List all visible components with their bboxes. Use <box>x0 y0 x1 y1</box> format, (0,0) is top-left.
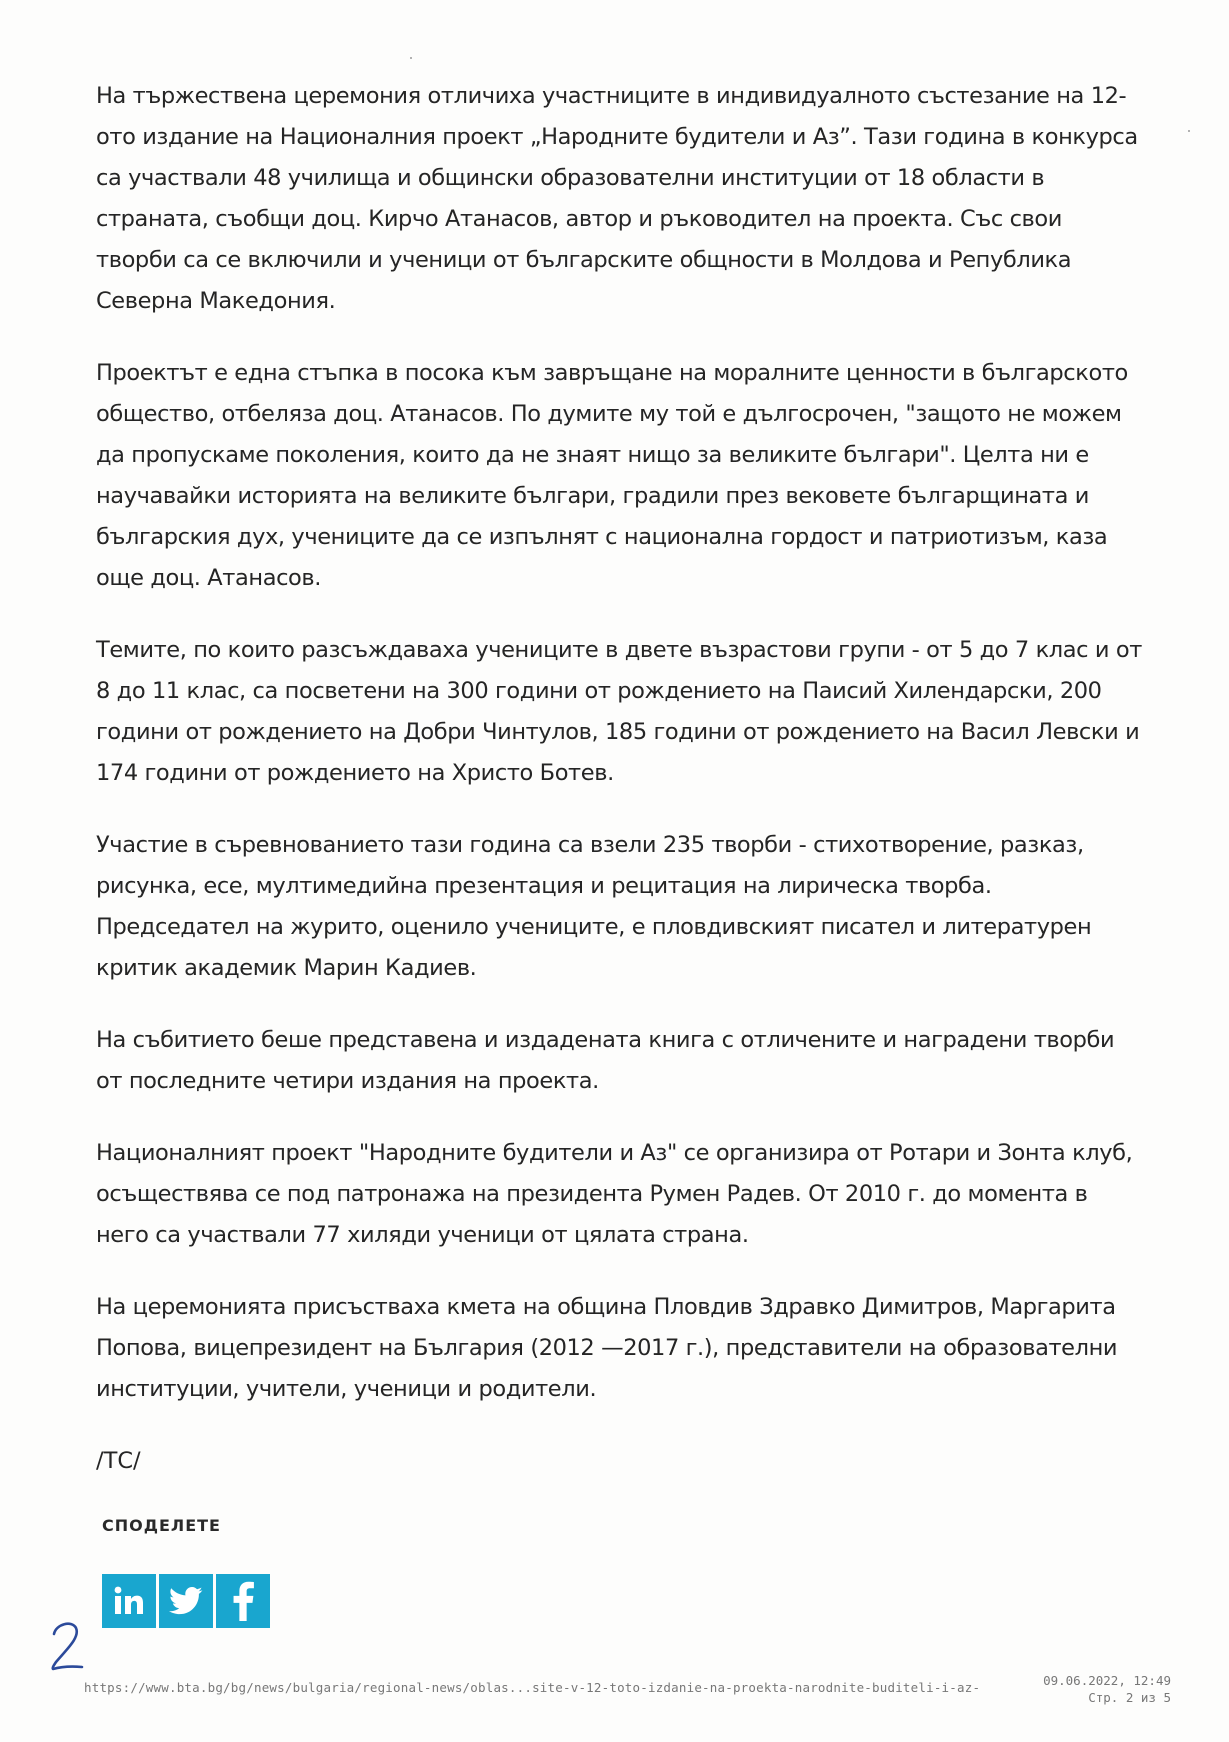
article-paragraph: На събитието беше представена и издадената книга с отличените и наградени творби от последните четири издания на проекта. <box>96 1027 1115 1094</box>
handwritten-page-number <box>46 1618 90 1674</box>
linkedin-icon <box>112 1584 146 1618</box>
article-paragraph: Националният проект "Народните будители и Аз" се организира от Ротари и Зонта клуб, осъществява се под патронажа на президента Румен Радев. От 2010 г. до момента в него са участвали 77 хиляди ученици от цялата страна. <box>96 1140 1133 1248</box>
article-paragraph: На тържествена церемония отличиха участниците в индивидуалното състезание на 12-ото издание на Националния проект „Народните будители и Аз”. Тази година в конкурса са участвали 48 училища и общински образователни институции от 18 области в страната, съобщи доц. Кирчо Атанасов, автор и ръководител на проекта. Със свои творби са се включили и ученици от българските общности в Молдова и Република Северна Македония. <box>96 83 1138 314</box>
share-label: СПОДЕЛЕТЕ <box>102 1516 221 1535</box>
author-signature: /ТС/ <box>96 1448 141 1474</box>
article-paragraph: Проектът е една стъпка в посока към завръщане на моралните ценности в българското общество, отбеляза доц. Атанасов. По думите му той е дългосрочен, "защото не можем да пропускаме поколения, които да не знаят нищо за великите българи". Целта ни е научавайки историята на великите българи, градили през вековете българщината и българския дух, учениците да се изпълнят с национална гордост и патриотизъм, каза още доц. Атанасов. <box>96 360 1128 591</box>
article-body <box>96 76 1146 1482</box>
linkedin-share-button[interactable] <box>102 1574 156 1628</box>
page-counter: Стр. 2 из 5 <box>1088 1690 1171 1705</box>
facebook-icon <box>231 1581 255 1621</box>
footer-meta <box>1043 1672 1171 1706</box>
article-paragraph: На церемонията присъстваха кмета на община Пловдив Здравко Димитров, Маргарита Попова, вицепрезидент на България (2012 —2017 г.), представители на образователни институции, учители, ученици и родители. <box>96 1294 1118 1402</box>
twitter-share-button[interactable] <box>159 1574 213 1628</box>
print-datetime: 09.06.2022, 12:49 <box>1043 1673 1171 1688</box>
facebook-share-button[interactable] <box>216 1574 270 1628</box>
scan-speck <box>410 57 412 59</box>
article-paragraph: Темите, по които разсъждаваха учениците в двете възрастови групи - от 5 до 7 клас и от 8 до 11 клас, са посветени на 300 години от рождението на Паисий Хилендарски, 200 години от рождението на Добри Чинтулов, 185 години от рождението на Васил Левски и 174 години от рождението на Христо Ботев. <box>96 637 1142 786</box>
share-buttons <box>102 1574 270 1628</box>
footer-url: https://www.bta.bg/bg/news/bulgaria/regional-news/oblas...site-v-12-toto-izdanie-na-proekta-narodnite-buditeli-i-az- <box>84 1680 981 1695</box>
twitter-icon <box>169 1586 203 1616</box>
scan-speck <box>1188 130 1190 132</box>
article-paragraph: Участие в съревнованието тази година са взели 235 творби - стихотворение, разказ, рисунка, есе, мултимедийна презентация и рецитация на лирическа творба. Председател на журито, оценило учениците, е пловдивският писател и литературен критик академик Марин Кадиев. <box>96 832 1092 981</box>
